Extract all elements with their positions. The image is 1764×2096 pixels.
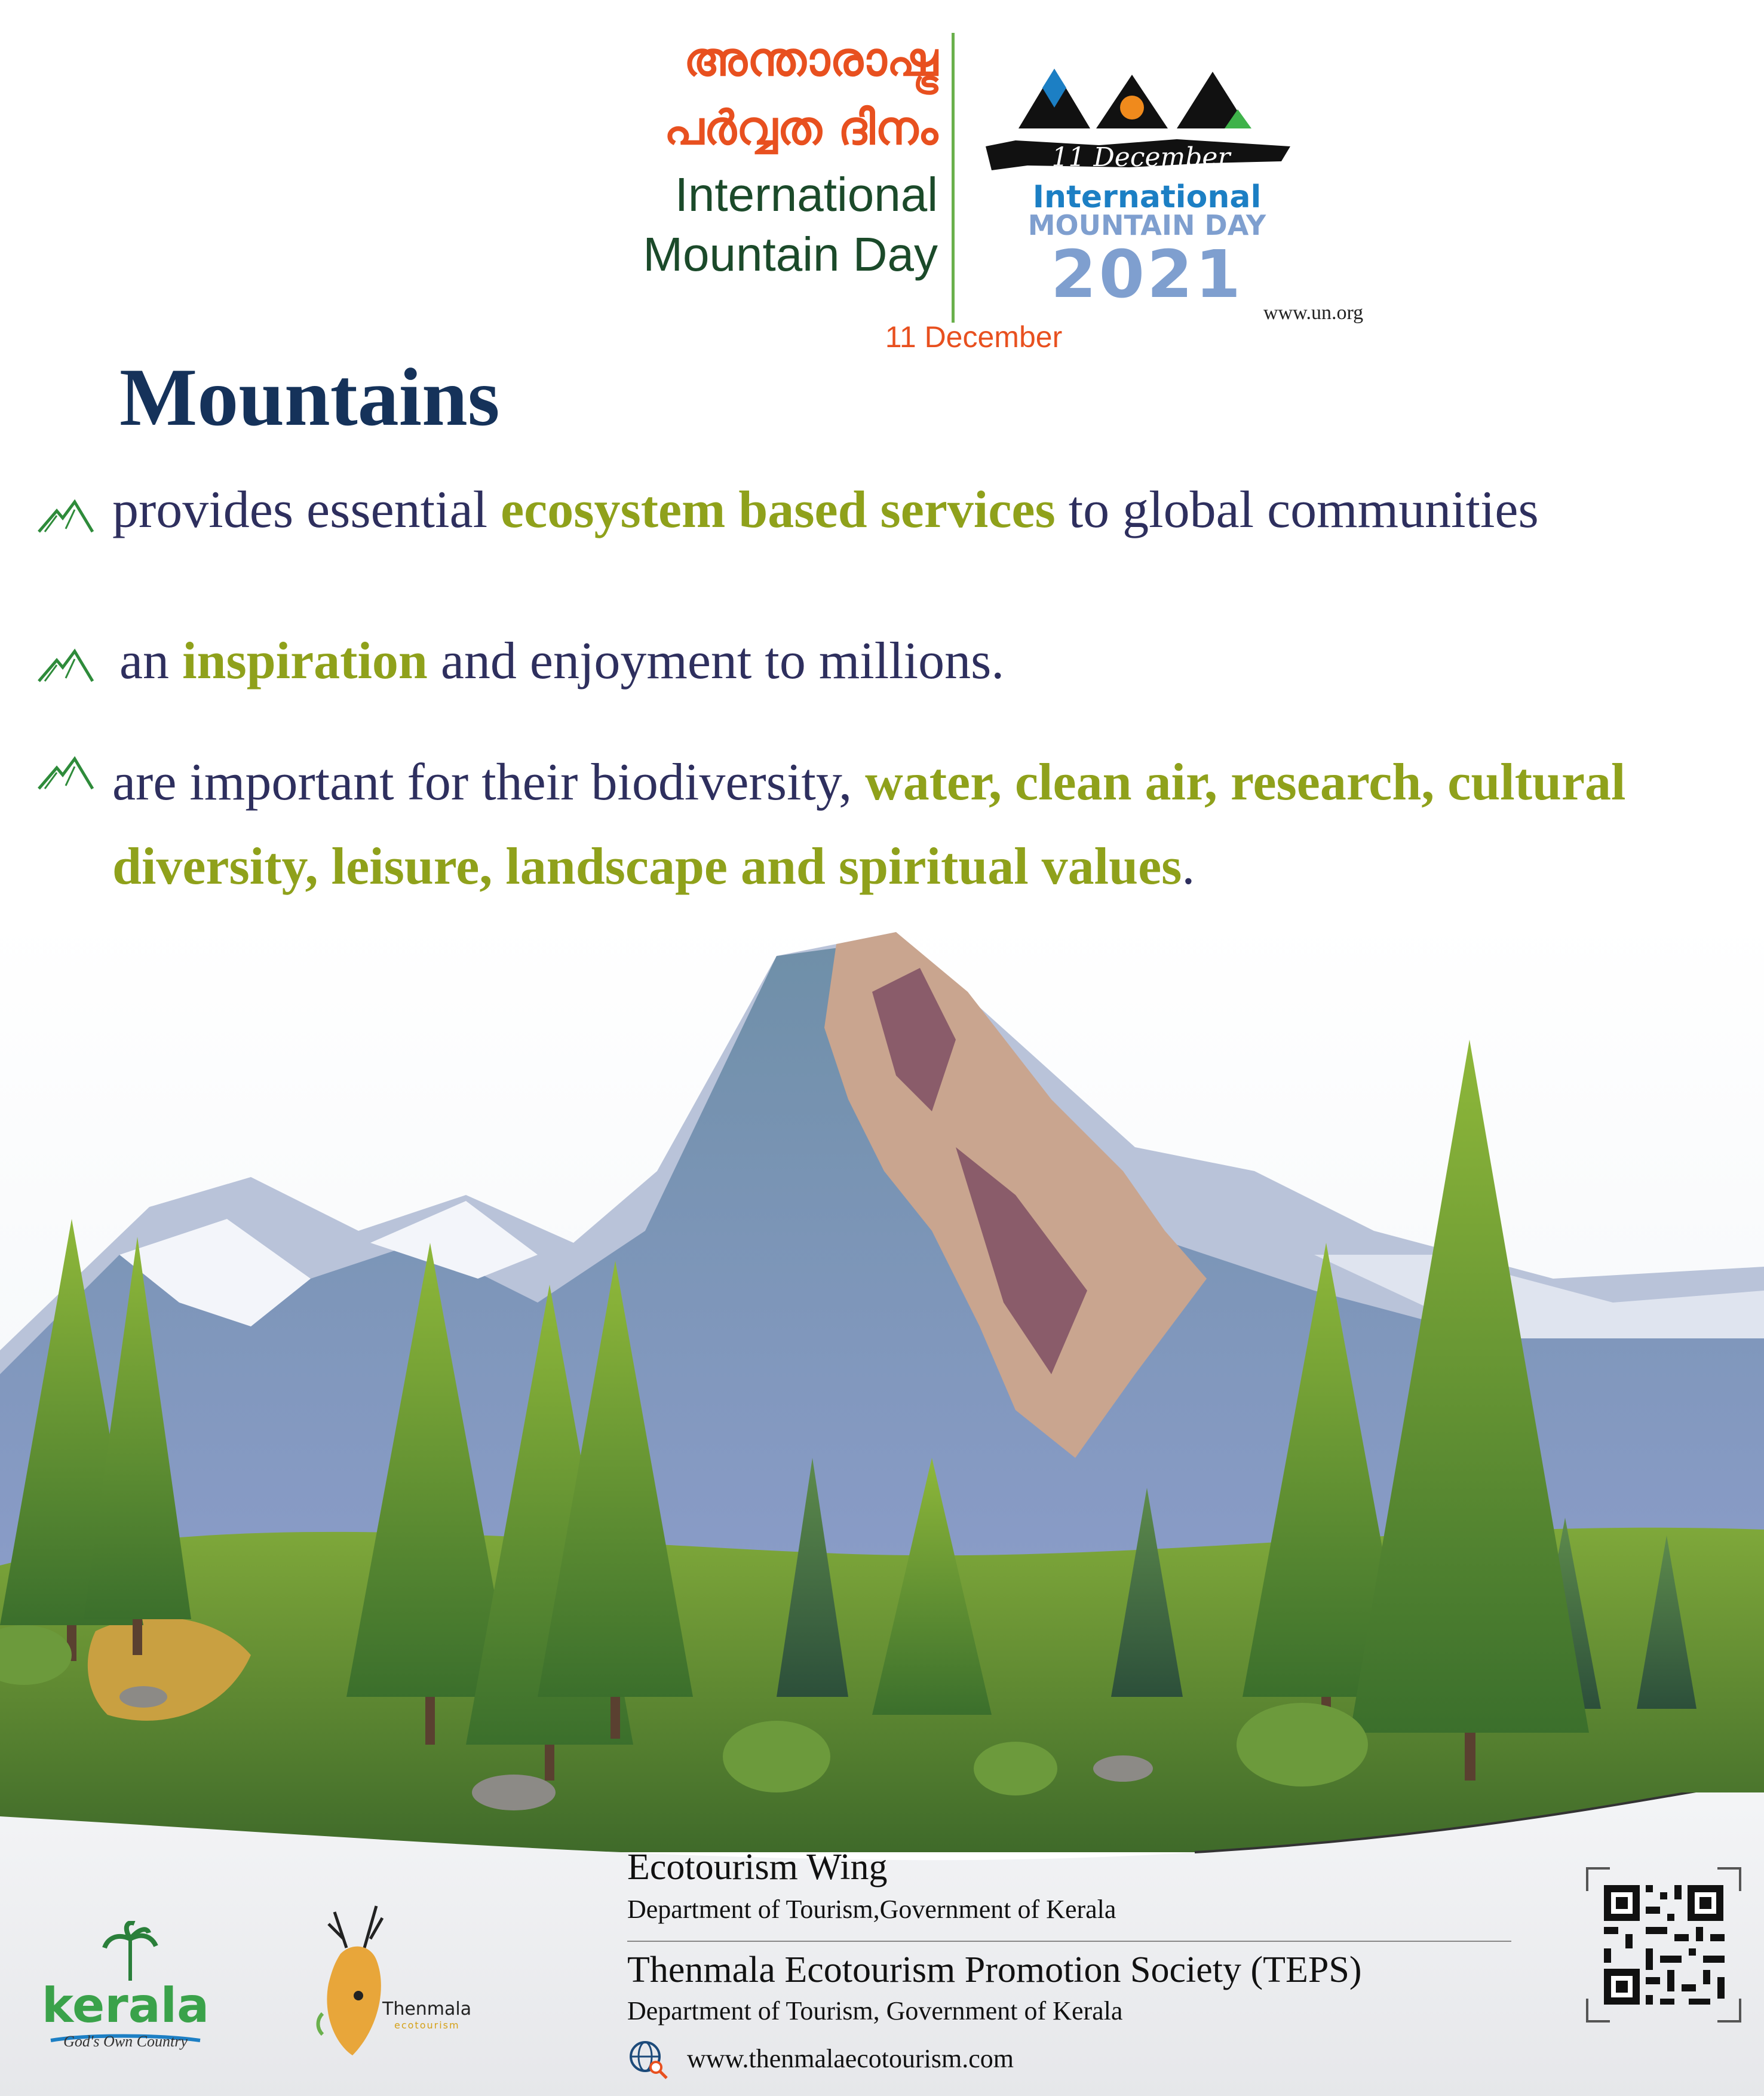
bullet-2-pre: an <box>119 632 183 690</box>
bullet-1-highlight: ecosystem based services <box>501 481 1056 539</box>
bullet-2 <box>119 632 1732 691</box>
page-title: Mountains <box>119 351 500 443</box>
deer-icon <box>318 1906 383 2055</box>
header-malayalam-line1: അന്താരാഷ്ട്ര <box>683 33 938 87</box>
thenmala-logo <box>299 1894 496 2073</box>
org1-department: Department of Tourism,Government of Kerala <box>627 1895 1116 1924</box>
bullet-3-pre: are important for their biodiversity, <box>112 753 866 811</box>
bullet-3-post: . <box>1182 837 1195 896</box>
bullet-1-pre: provides essential <box>112 481 501 539</box>
globe-search-icon <box>627 2039 669 2080</box>
thenmala-logo-text: Thenmala <box>382 1999 472 2020</box>
bullet-1-post: to global communities <box>1055 481 1539 539</box>
un-url[interactable]: www.un.org <box>1263 302 1364 324</box>
kerala-logo-text: kerala <box>41 1978 210 2033</box>
mountain-landscape-illustration <box>0 920 1764 1852</box>
thenmala-logo-subtext: ecotourism <box>394 2020 460 2031</box>
footer-separator <box>627 1941 1511 1942</box>
bullet-2-highlight: inspiration <box>182 632 428 690</box>
mountain-bullet-icon <box>36 648 96 684</box>
org2-department: Department of Tourism, Government of Kerala <box>627 1996 1123 2025</box>
logo-sun <box>1120 96 1144 119</box>
kerala-tagline: God's Own Country <box>63 2033 188 2050</box>
org2-title: Thenmala Ecotourism Promotion Society (TEPS) <box>627 1950 1362 1990</box>
imd-date: 11 December <box>1051 142 1231 173</box>
mountain-bullet-icon <box>36 499 96 535</box>
imd-mountain-day: MOUNTAIN DAY <box>1027 209 1266 241</box>
bullet-3 <box>112 741 1743 909</box>
header-malayalam-line2: പർവ്വത ദിനം <box>664 102 938 155</box>
header-english-line2: Mountain Day <box>643 228 938 281</box>
mountain-bullet-icon <box>36 756 96 792</box>
bullet-2-post: and enjoyment to millions. <box>427 632 1005 690</box>
bullet-1 <box>112 481 1725 540</box>
qr-code[interactable] <box>1586 1867 1741 2023</box>
imd-international: International <box>1032 179 1262 215</box>
bullet-3-highlight: water, clean air, research, cultural diversity, leisure, landscape and spiritual values <box>112 753 1626 896</box>
org1-title: Ecotourism Wing <box>627 1847 888 1887</box>
website-link[interactable]: www.thenmalaecotourism.com <box>687 2044 1014 2073</box>
imd-year: 2021 <box>1050 236 1244 312</box>
palm-tree-icon <box>105 1923 156 1981</box>
header-english-line1: International <box>674 168 938 221</box>
header-divider <box>952 33 955 323</box>
header-date: 11 December <box>885 320 1063 354</box>
